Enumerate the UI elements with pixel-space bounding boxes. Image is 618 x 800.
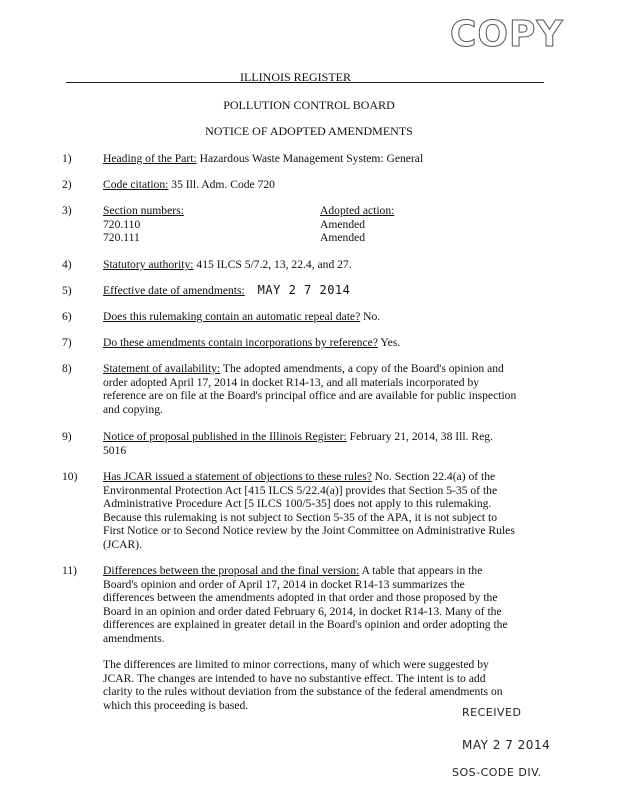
received-stamp-office: SOS-CODE DIV. (452, 766, 542, 779)
item-line: and copying. (103, 402, 163, 416)
item-text: 415 ILCS 5/7.2, 13, 22.4, and 27. (196, 258, 352, 271)
item-number: 3) (62, 204, 72, 217)
item-line: order adopted April 17, 2014 in docket R14-13, and all materials incorporated by (103, 375, 480, 389)
item-10 (103, 470, 528, 551)
item-text: No. Section 22.4(a) of the (374, 470, 496, 483)
item-text: February 21, 2014, 38 Ill. Reg. (349, 430, 493, 443)
item-line: which this proceeding is based. (103, 698, 249, 712)
received-stamp-date: MAY 2 7 2014 (462, 738, 551, 752)
item-line: The differences are limited to minor corrections, many of which were suggested by (103, 658, 489, 671)
item-number: 4) (62, 258, 72, 271)
item-3 (103, 204, 528, 245)
adopted-action-column (320, 204, 394, 245)
item-number: 2) (62, 178, 72, 191)
item-line: 5016 (103, 443, 127, 457)
item-line: Environmental Protection Act [415 ILCS 5/22.4(a)] provides that Section 5-35 of the (103, 483, 498, 497)
section-number: 720.111 (103, 231, 140, 244)
board-title: POLLUTION CONTROL BOARD (223, 98, 395, 112)
item-number: 1) (62, 152, 72, 165)
effective-date-stamp: MAY 2 7 2014 (257, 283, 351, 297)
item-9 (103, 430, 528, 457)
item-number: 5) (62, 284, 72, 297)
item-number: 9) (62, 430, 72, 443)
received-stamp-label: RECEIVED (462, 706, 522, 719)
adopted-action-label: Adopted action: (320, 204, 395, 217)
item-line: differences between the amendments adopted in that order and those proposed by the (103, 591, 498, 604)
item-line: differences are explained in greater detail in the Board's opinion and order adopting the (103, 618, 508, 631)
item-label: Code citation: (103, 178, 169, 191)
item-line: JCAR. The changes are intended to have no substantive effect. The intent is to add (103, 671, 486, 685)
item-label: Has JCAR issued a statement of objections to these rules? (103, 470, 372, 483)
item-number: 6) (62, 310, 72, 323)
item-number: 7) (62, 336, 72, 349)
item-label: Do these amendments contain incorporations by reference? (103, 336, 378, 349)
item-label: Differences between the proposal and the final version: (103, 564, 360, 577)
item-text: The adopted amendments, a copy of the Board's opinion and (222, 362, 504, 375)
item-line: Board in an opinion and order dated February 6, 2014, in docket R14-13. Many of the (103, 604, 502, 618)
item-8 (103, 362, 528, 416)
item-text: Yes. (380, 336, 401, 349)
item-text: A table that appears in the (361, 564, 483, 577)
item-label: Statement of availability: (103, 362, 221, 375)
item-line: amendments. (103, 631, 165, 645)
item-label: Statutory authority: (103, 258, 194, 271)
item-line: clarity to the rules without deviation from the substance of the federal amendments on (103, 685, 503, 698)
item-label: Notice of proposal published in the Illinois Register: (103, 430, 347, 443)
item-number: 8) (62, 362, 72, 375)
item-label: Does this rulemaking contain an automatic repeal date? (103, 310, 361, 323)
copy-stamp: COPY (450, 14, 564, 55)
notice-title: NOTICE OF ADOPTED AMENDMENTS (205, 124, 413, 138)
item-number: 11) (62, 564, 78, 577)
section-number: 720.110 (103, 217, 141, 231)
adopted-action: Amended (320, 231, 366, 244)
register-title: ILLINOIS REGISTER (240, 70, 351, 84)
adopted-action: Amended (320, 217, 366, 231)
item-line: Administrative Procedure Act [5 ILCS 100/5-35] does not apply to this rulemaking. (103, 497, 492, 510)
item-line: (JCAR). (103, 537, 142, 551)
item-text: Hazardous Waste Management System: General (199, 152, 424, 165)
item-line: First Notice or to Second Notice review by the Joint Committee on Administrative Rules (103, 524, 515, 537)
item-number: 10) (62, 470, 78, 483)
item-7 (103, 336, 528, 350)
item-label: Heading of the Part: (103, 152, 197, 165)
item-4 (103, 258, 528, 272)
item-2 (103, 178, 528, 192)
item-line: Board's opinion and order of April 17, 2014 in docket R14-13 summarizes the (103, 577, 465, 591)
item-label: Effective date of amendments: (103, 284, 245, 297)
item-text: 35 Ill. Adm. Code 720 (171, 178, 275, 191)
item-label: Section numbers: (103, 204, 184, 217)
item-11 (103, 564, 528, 712)
item-line: Because this rulemaking is not subject to Section 5-35 of the APA, it is not subject to (103, 510, 498, 524)
item-6 (103, 310, 528, 324)
item-line: reference are on file at the Board's principal office and are available for public inspection (103, 389, 517, 402)
item-5 (103, 284, 528, 298)
item-1 (103, 152, 528, 166)
item-text: No. (363, 310, 381, 323)
